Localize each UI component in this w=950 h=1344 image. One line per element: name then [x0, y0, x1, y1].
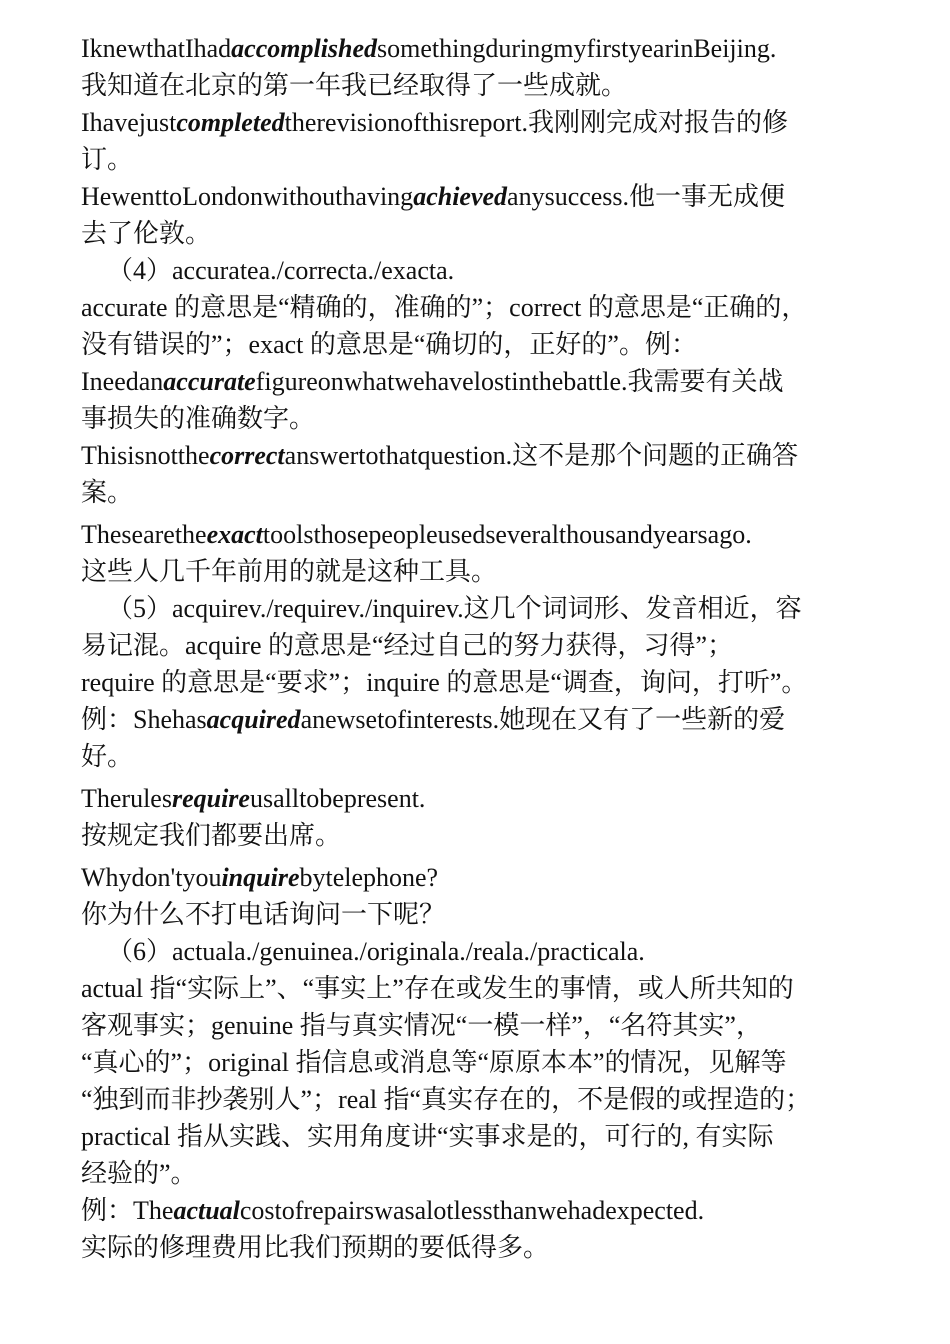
explanation-text: 没有错误的”；exact 的意思是“确切的，正好的”。例： — [81, 330, 697, 359]
translation: 按规定我们都要出席。 — [81, 821, 342, 850]
example-sentence: IknewthatIhadaccomplishedsomethingduringmyfirstyearinBeijing. — [81, 34, 777, 63]
explanation-text: accurate 的意思是“精确的，准确的”；correct 的意思是“正确的， — [81, 293, 808, 322]
translation: 你为什么不打电话询问一下呢？ — [81, 900, 446, 929]
explanation-text: “独到而非抄袭别人”；real 指“真实存在的，不是假的或捏造的； — [81, 1085, 812, 1114]
example-sentence: Whydon'tyouinquirebytelephone? — [81, 863, 439, 892]
keyword: exact — [206, 520, 263, 549]
document-page — [81, 30, 881, 1266]
translation: 好。 — [81, 742, 134, 771]
translation: 实际的修理费用比我们预期的要低得多。 — [81, 1233, 550, 1262]
example-sentence: 例：Shehasacquiredanewsetofinterests.她现在又有了一些新的爱 — [81, 705, 786, 734]
example-sentence: Thesearetheexacttoolsthosepeopleusedseveralthousandyearsago. — [81, 520, 752, 549]
keyword: correct — [209, 441, 285, 470]
example-sentence: Thisisnotthecorrectanswertothatquestion.这不是那个问题的正确答 — [81, 441, 799, 470]
example-sentence: Ineedanaccuratefigureonwhatwehavelostinthebattle.我需要有关战 — [81, 367, 784, 396]
keyword: accomplished — [231, 34, 378, 63]
explanation-text: 经验的”。 — [81, 1159, 197, 1188]
example-sentence: Therulesrequireusalltobepresent. — [81, 784, 426, 813]
explanation-text: require 的意思是“要求”；inquire 的意思是“调查，询问，打听”。 — [81, 668, 808, 697]
keyword: actual — [173, 1196, 240, 1225]
keyword: completed — [176, 108, 285, 137]
keyword: inquire — [221, 863, 300, 892]
translation: 我知道在北京的第一年我已经取得了一些成就。 — [81, 71, 628, 100]
keyword: achieved — [413, 182, 508, 211]
translation: 这些人几千年前用的就是这种工具。 — [81, 557, 498, 586]
translation: 订。 — [81, 145, 134, 174]
translation: 事损失的准确数字。 — [81, 404, 316, 433]
explanation-text: actual 指“实际上”、“事实上”存在或发生的事情，或人所共知的 — [81, 974, 794, 1003]
example-sentence: 例：Theactualcostofrepairswasalotlessthanwehadexpected. — [81, 1196, 705, 1225]
keyword: acquired — [206, 705, 301, 734]
explanation-text: practical 指从实践、实用角度讲“实事求是的，可行的, 有实际 — [81, 1122, 774, 1151]
example-sentence: Ihavejustcompletedtherevisionofthisreport.我刚刚完成对报告的修 — [81, 108, 788, 137]
explanation-text: 易记混。acquire 的意思是“经过自己的努力获得，习得”； — [81, 631, 734, 660]
translation: 去了伦敦。 — [81, 219, 212, 248]
explanation-text: “真心的”；original 指信息或消息等“原原本本”的情况，见解等 — [81, 1048, 787, 1077]
section-heading-6: （6）actuala./genuinea./originala./reala./practicala. — [107, 937, 645, 966]
example-sentence: HewenttoLondonwithouthavingachievedanysuccess.他一事无成便 — [81, 182, 786, 211]
keyword: require — [171, 784, 250, 813]
keyword: accurate — [163, 367, 256, 396]
section-heading-4: （4）accuratea./correcta./exacta. — [107, 256, 455, 285]
section-heading-5: （5）acquirev./requirev./inquirev.这几个词词形、发音相近，容 — [107, 594, 802, 623]
explanation-text: 客观事实；genuine 指与真实情况“一模一样”，“名符其实”， — [81, 1011, 762, 1040]
translation: 案。 — [81, 478, 134, 507]
